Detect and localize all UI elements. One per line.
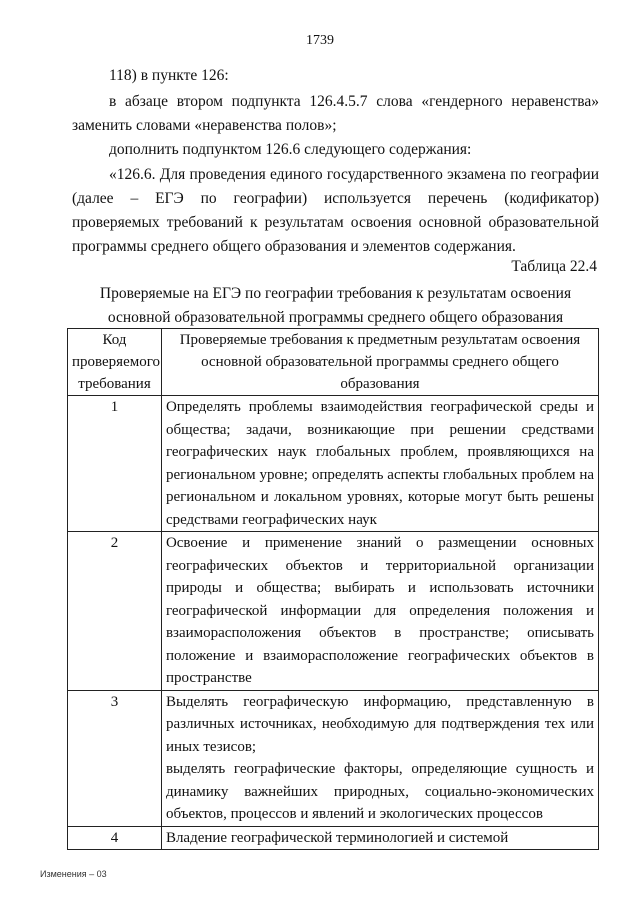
requirement-paragraph: Определять проблемы взаимодействия географической среды и общества; задачи, возникающие при решении средствами географических наук глобальных проблем, проявляющихся на региональном уровне; определять аспекты глобальных проблем на региональном и локальном уровнях, которые могут быть решены средствами географических наук <box>165 399 594 528</box>
requirement-text <box>161 396 598 532</box>
requirement-code: 1 <box>68 396 162 532</box>
paragraph-add-subitem: дополнить подпунктом 126.6 следующего содержания: <box>109 141 472 158</box>
requirement-paragraph: Владение географической терминологией и системой <box>165 829 509 846</box>
requirement-text <box>161 690 598 826</box>
table-row <box>68 396 599 532</box>
requirement-paragraph: Освоение и применение знаний о размещении основных географических объектов и территориальной организации природы и общества; выбирать и использовать источники географической информации для определения положения и взаиморасположения объектов в пространстве; описывать положение и взаиморасположение географических объектов в пространстве <box>165 535 594 686</box>
requirement-text <box>161 826 598 850</box>
paragraph-item-118: 118) в пункте 126: <box>109 67 229 84</box>
requirement-code: 4 <box>68 826 162 850</box>
requirement-code: 2 <box>68 532 162 691</box>
table-label: Таблица 22.4 <box>511 258 597 275</box>
header-requirements: Проверяемые требования к предметным результатам освоения основной образовательной программы среднего общего образования <box>161 329 598 396</box>
requirements-table <box>67 328 599 850</box>
paragraph-126-6: «126.6. Для проведения единого государственного экзамена по географии (далее – ЕГЭ по географии) используется перечень (кодификатор) проверяемых требований к результатам освоения основной образовательной программы среднего общего образования и элементов содержания. <box>72 166 599 255</box>
requirement-paragraph: выделять географические факторы, определяющие сущность и динамику важнейших природных, социально-экономических объектов, процессов и явлений и экологических процессов <box>165 761 594 822</box>
requirement-code: 3 <box>68 690 162 826</box>
table-header-row <box>68 329 599 396</box>
footer-revision-note: Изменения – 03 <box>40 869 107 879</box>
table-row <box>68 826 599 850</box>
page-number: 1739 <box>306 33 334 48</box>
header-code: Код проверяемого требования <box>68 329 162 396</box>
table-row <box>68 532 599 691</box>
paragraph-replace-words: в абзаце втором подпункта 126.4.5.7 слова «гендерного неравенства» заменить словами «неравенства полов»; <box>72 93 599 134</box>
requirement-text <box>161 532 598 691</box>
requirement-paragraph: Выделять географическую информацию, представленную в различных источниках, необходимую для подтверждения тех или иных тезисов; <box>165 693 594 755</box>
table-row <box>68 690 599 826</box>
table-title: Проверяемые на ЕГЭ по географии требования к результатам освоения основной образовательной программы среднего общего образования <box>99 285 572 326</box>
